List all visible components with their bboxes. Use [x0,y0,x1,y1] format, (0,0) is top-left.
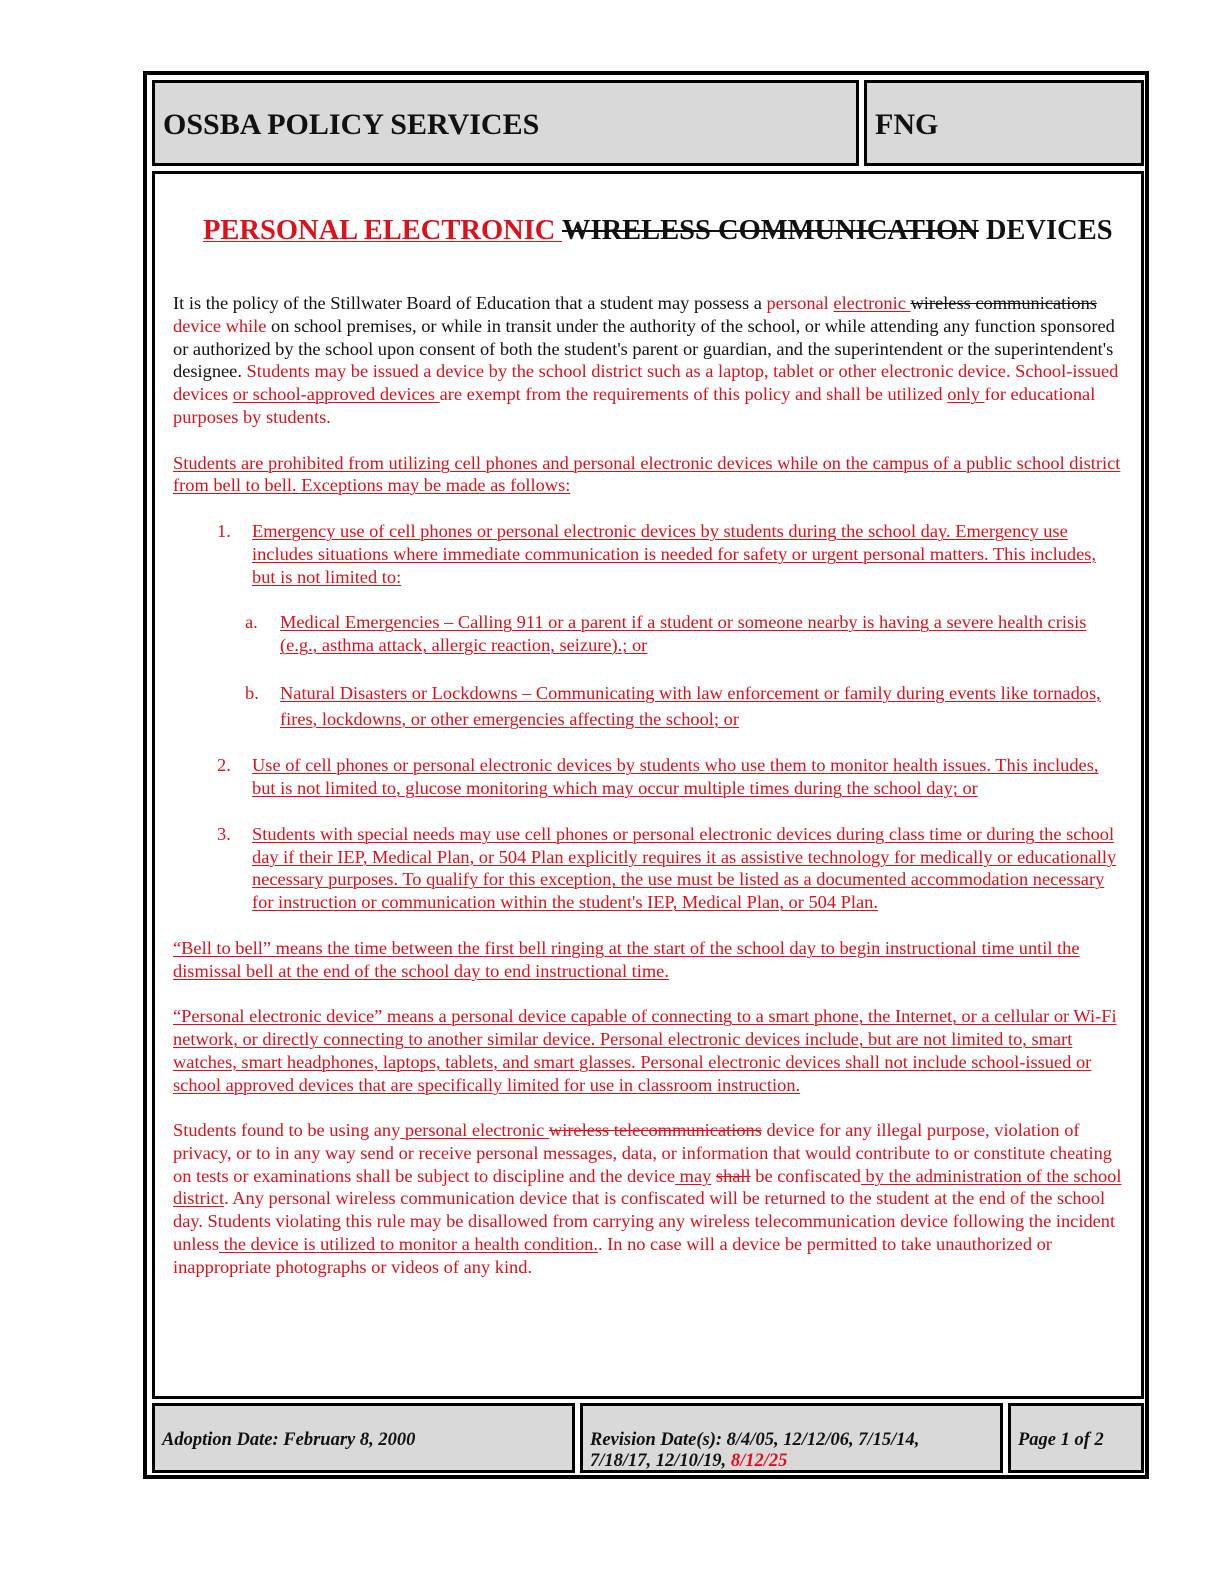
subitem-letter: a. [245,612,258,633]
policy-frame [143,71,1149,1479]
header-org-cell [152,80,859,166]
discipline-text: device for any illegal purpose, violation of privacy, or to in any way send or receive personal messages, data, or information that would contribute to or constitute cheating on tests or examinations shall be subject to discipline and the device [173,1120,1112,1186]
intro-inserted: device while [173,315,267,336]
policy-title [203,215,1113,247]
adoption-date: Adoption Date: February 8, 2000 [162,1430,416,1450]
revision-date-new: 8/12/25 [730,1451,788,1471]
discipline-inserted: by the administration of the school district [173,1165,1122,1209]
revision-dates [590,1430,970,1472]
prohibition-paragraph: Students are prohibited from utilizing cell phones and personal electronic devices while on the campus of a public school district from bell to bell. Exceptions may be made as follows: [173,452,1121,496]
title-inserted: PERSONAL ELECTRONIC [203,215,562,246]
subitem-text: Medical Emergencies – Calling 911 or a parent if a student or someone nearby is having a severe health crisis (e.g., asthma attack, allergic reaction, seizure).; or [280,612,1087,655]
discipline-text: . In no case will a device be permitted to take unauthorized or inappropriate photographs or videos of any kind. [173,1234,1052,1277]
intro-inserted: Students may be issued a device by the school district such as a laptop, tablet or other electronic device. School-issued devices [173,361,1119,405]
subitem-text: Natural Disasters or Lockdowns – Communicating with law enforcement or family during events like tornados, fires, lockdowns, or other emergencies affecting the school; or [280,682,1101,729]
exception-number: 2. [217,755,231,776]
intro-inserted: only [947,384,985,405]
discipline-deleted: wireless telecommunications [548,1120,762,1141]
page-number: Page 1 of 2 [1018,1430,1104,1450]
footer-page-cell [1008,1403,1144,1473]
revision-dates-list: Revision Date(s): 8/4/05, 12/12/06, 7/15/14, 7/18/17, 12/10/19, [590,1430,920,1471]
footer-revision-cell [580,1403,1003,1473]
discipline-inserted: personal electronic [400,1120,549,1141]
exception-number: 1. [217,520,231,541]
policy-code: FNG [875,108,939,141]
intro-inserted: for educational purposes by students. [173,384,1096,427]
exception-subitem [173,611,1123,657]
intro-inserted: are exempt from the requirements of this policy and shall be utilized [439,384,948,405]
exception-item [173,754,1123,800]
subitem-letter: b. [245,682,259,703]
discipline-text: be confiscated [750,1165,861,1186]
intro-deleted: wireless communications [910,293,1097,313]
definition-bell-to-bell: “Bell to bell” means the time between the first bell ringing at the start of the school day to begin instructional time until the dismissal bell at the end of the school day to end instructional time. [173,937,1080,981]
discipline-deleted: shall [715,1165,751,1186]
discipline-text: . Any personal wireless communication device that is confiscated will be returned to the student at the end of the school day. Students violating this rule may be disallowed from carrying any wireless telecommunication device following the incident unless [173,1188,1116,1255]
discipline-inserted: may [675,1165,712,1186]
title-kept: DEVICES [978,215,1113,246]
intro-inserted: electronic [833,293,911,313]
definition-personal-device: “Personal electronic device” means a personal device capable of connecting to a smart phone, the Internet, or a cellular or Wi-Fi network, or directly connecting to another similar device. Personal electronic devices include, but are not limited to, smart watches, smart headphones, laptops, tablets, and smart glasses. Personal electronic devices shall not include school-issued or school approved devices that are specifically limited for use in classroom instruction. [173,1006,1117,1095]
policy-content [173,292,1123,1301]
exception-text: Students with special needs may use cell phones or personal electronic devices during class time or during the school day if their IEP, Medical Plan, or 504 Plan explicitly requires it as assistive technology for medically or educationally necessary purposes. To qualify for this exception, the use must be listed as a documented accommodation necessary for instruction or communication within the student's IEP, Medical Plan, or 504 Plan. [252,823,1117,913]
policy-body [152,171,1144,1399]
exception-text: Emergency use of cell phones or personal electronic devices by students during the school day. Emergency use includes situations where immediate communication is needed for safety or urgent personal matters. This includes, but is not limited to: [252,520,1097,587]
exception-subitem [173,680,1123,732]
exception-item [173,520,1123,588]
discipline-inserted: the device is utilized to monitor a health condition. [218,1234,598,1255]
header-org: OSSBA POLICY SERVICES [163,108,540,141]
intro-inserted: or school-approved devices [232,384,440,405]
intro-inserted: personal [766,293,829,313]
footer-adoption-cell [152,1403,575,1473]
intro-text: It is the policy of the Stillwater Board of Education that a student may possess a [173,293,767,313]
intro-text: on school premises, or while in transit under the authority of the school, or while attending any function sponsored or authorized by the school upon consent of both the student's parent or guardian, and the superintendent or the superintendent's designee. [173,315,1115,382]
header-code-cell [864,80,1144,166]
exception-text: Use of cell phones or personal electronic devices by students who use them to monitor health issues. This includes, but is not limited to, glucose monitoring which may occur multiple times during the school day; or [252,755,1099,799]
discipline-paragraph [173,1119,1123,1279]
title-deleted: WIRELESS COMMUNICATION [561,215,979,246]
exception-number: 3. [217,823,231,844]
intro-paragraph [173,292,1123,429]
discipline-text: Students found to be using any [173,1120,401,1141]
exception-item [173,823,1123,914]
